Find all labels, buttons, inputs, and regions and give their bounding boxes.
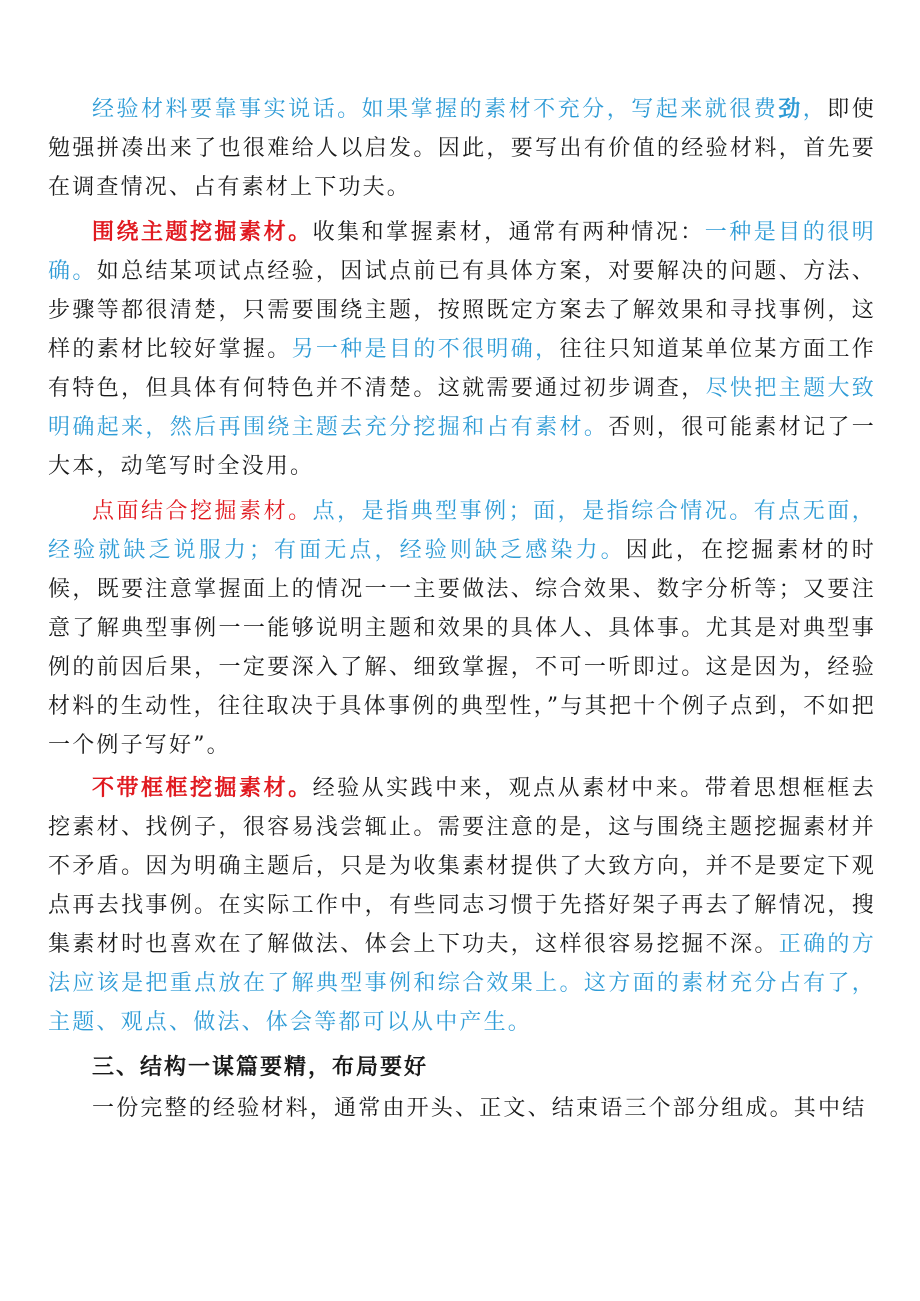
text-segment: 劲: [778, 96, 803, 122]
text-segment: 往往只知道某单位某方面工作有特色，但具体有何特色并不清楚。这就需要通过初步调查，: [48, 337, 876, 401]
text-segment: 即使勉强拼凑出来了也很难给人以启发。因此，要写出有价值的经验材料，首先要在调查情况、占有素材上下功夫。: [48, 97, 877, 200]
text-segment: 点，是指典型事例；面，是指综合情况。有点无面，经验就缺乏说服力；有面无点，经验则缺乏感染力。: [48, 499, 876, 563]
text-segment: 经验材料要靠事实说话。如果掌握的素材不充分，写起来就很费: [92, 97, 779, 122]
text-segment: 尽快把主题大致明确起来，然后再围绕主题去充分挖掘和占有素材。: [48, 376, 876, 440]
section-heading: 三、结构一谋篇要精，布局要好: [92, 1054, 429, 1080]
text-segment: 一种是目的很明确。: [48, 220, 877, 284]
section-lead-title: 点面结合挖掘素材。: [92, 499, 313, 524]
text-segment: 收集和掌握素材，通常有两种情况：: [312, 220, 705, 245]
paragraph-structure: 一份完整的经验材料，通常由开头、正文、结束语三个部分组成。其中结: [92, 1096, 867, 1121]
paragraph-no-framework: [48, 769, 876, 1042]
paragraph-intro: [48, 90, 876, 207]
text-segment: 另一种是目的不很明确，: [291, 337, 560, 362]
paragraph-point-surface: [48, 492, 876, 765]
text-segment: 否则，很可能素材记了一大本，动笔写时全没用。: [48, 415, 876, 479]
paragraph-theme-material: [48, 213, 876, 486]
section-lead-title: 围绕主题挖掘素材。: [92, 219, 313, 245]
text-segment: 经验从实践中来，观点从素材中来。带着思想框框去挖素材、找例子，很容易浅尝辄止。需要注意的是，这与围绕主题挖掘素材并不矛盾。因为明确主题后，只是为收集素材提供了大致方向，并不是要定下观点再去找事例。在实际工作中，有些同志习惯于先搭好架子再去了解情况，搜集素材时也喜欢在了解做法、体会上下功夫，这样很容易挖掘不深。: [48, 776, 876, 957]
text-segment: 因此，在挖掘素材的时候，既要注意掌握面上的情况一一主要做法、综合效果、数字分析等；又要注意了解典型事例一一能够说明主题和效果的具体人、具体事。尤其是对典型事例的前因后果，一定要深入了解、细致掌握，不可一听即过。这是因为，经验材料的生动性，往往取决于具体事例的典型性，”与其把十个例子点到，不如把一个例子写好”。: [48, 538, 876, 758]
text-segment: 如总结某项试点经验，因试点前已有具体方案，对要解决的问题、方法、步骤等都很清楚，只需要围绕主题，按照既定方案去了解效果和寻找事例，这样的素材比较好掌握。: [48, 259, 876, 362]
text-segment: ，: [802, 97, 828, 122]
text-segment: 正确的方法应该是把重点放在了解典型事例和综合效果上。这方面的素材充分占有了，主题、观点、做法、体会等都可以从中产生。: [48, 932, 876, 1035]
section-lead-title: 不带框框挖掘素材。: [92, 775, 313, 801]
